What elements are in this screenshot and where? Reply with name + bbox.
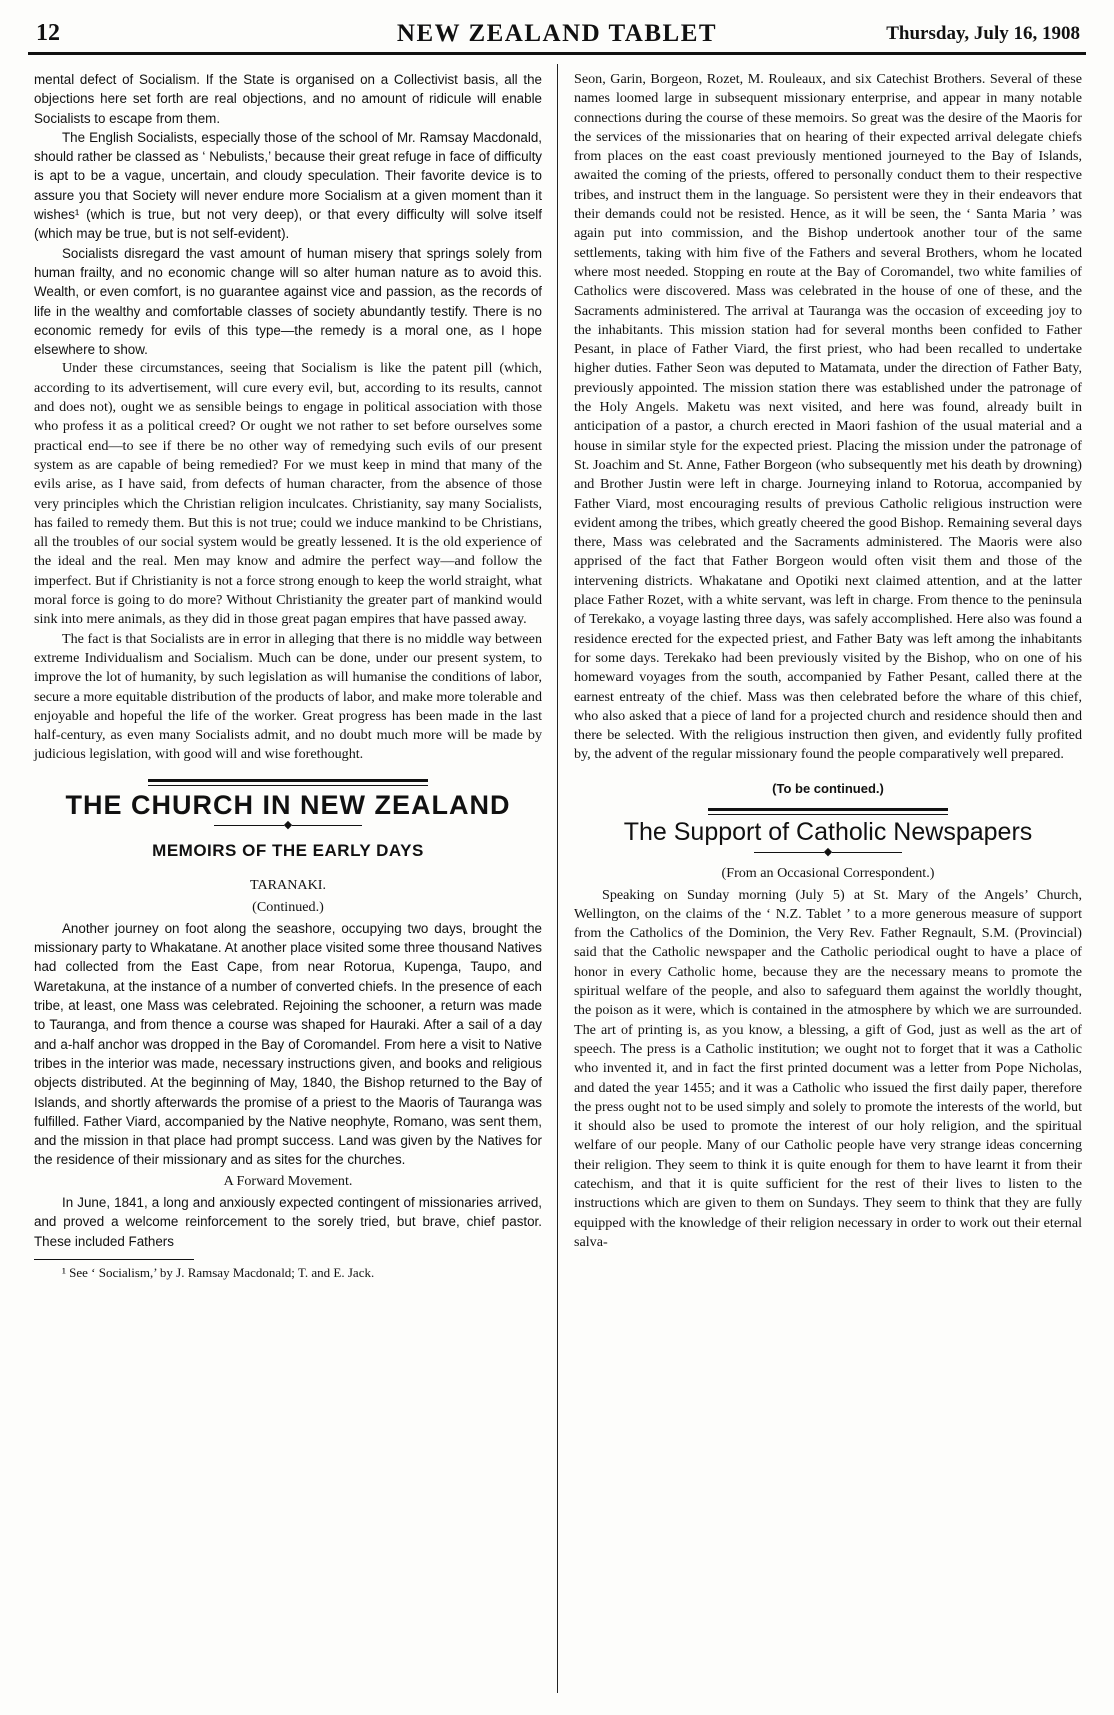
newspapers-headline: The Support of Catholic Newspapers <box>623 817 1033 846</box>
taranaki-title: TARANAKI. <box>250 877 326 894</box>
memoirs-subhead: MEMOIRS OF THE EARLY DAYS <box>152 840 424 860</box>
right-column <box>574 70 1082 1252</box>
socialism-paragraph-3: Socialists disregard the vast amount of human misery that springs solely from human frailty, and no economic change will so alter human nature as to avoid this. Wealth, or even comfort, is no guarantee against vice and passion, as the records of life in the wealthy and comfortable classes of society abundantly testify. There is no economic remedy for evils of this type—the remedy is a moral one, as I hope elsewhere to show. <box>34 245 542 358</box>
newspaper-title: NEW ZEALAND TABLET <box>396 20 718 47</box>
masthead <box>28 20 1086 47</box>
footnote-rule <box>34 1259 194 1260</box>
socialism-paragraph-4: Under these circumstances, seeing that Socialism is like the patent pill (which, according to its advertisement, will cure every evil, but, according to its results, cannot and does not), ought we as sensible beings to engage in political association with those who profess it as a political creed? Or ought we not rather to set before ourselves some practical end—to see if there be no other way of remedying such evils of our present system as are capable of being remedied? For we must keep in mind that many of the evils arise, as I have said, from defects of human character, from the absence of those very principles which the Christian religion inculcates. Christianity, say many Socialists, has failed to remedy them. But this is not true; could we induce mankind to be Christians, all the troubles of our social system would be greatly lessened. It is the old experience of the ideal and the real. Men may know and admire the perfect way—and follow the imperfect. But if Christianity is not a force strong enough to keep the world straight, what moral force is going to do more? Without Christianity the greater part of mankind would sink into mere animals, as they did in those great pagan empires that have passed away. <box>34 360 542 628</box>
socialism-paragraph-2: The English Socialists, especially those of the school of Mr. Ramsay Macdonald, should rather be classed as ‘ Nebulists,’ because their great refuge in face of difficulty is apt to be a vague, uncertain, and cloudy speculation. Their favorite device is to assure you that Society will never endure more Socialism at a given moment than it wishes¹ (which is true, but not very deep), or that every difficulty will solve itself (which may be true, but is not self-evident). <box>34 129 542 242</box>
forward-movement-heading: A Forward Movement. <box>223 1172 353 1189</box>
church-paragraph-2: In June, 1841, a long and anxiously expected contingent of missionaries arrived, and proved a welcome reinforcement to the sorely tried, but brave, chief pastor. These included Fathers <box>34 1195 542 1249</box>
section-divider <box>148 779 428 786</box>
left-column <box>34 70 542 1281</box>
continued-label: (Continued.) <box>252 898 324 915</box>
column-divider <box>557 64 558 1693</box>
to-be-continued: (To be continued.) <box>772 780 884 796</box>
socialism-paragraph-1: mental defect of Socialism. If the State is organised on a Collectivist basis, all the objections here set forth are real objections, and no amount of ridicule will enable Socialists to escape from them. <box>34 72 542 126</box>
masthead-rule <box>28 52 1086 55</box>
byline: (From an Occasional Correspondent.) <box>721 865 935 882</box>
church-paragraph-1: Another journey on foot along the seashore, occupying two days, brought the missionary party to Whakatane. At another place visited some three thousand Natives had collected from the East Cape, from near Rotorua, Kupenga, Taupo, and Waretakuna, at the instance of a number of converted chiefs. In the presence of each tribe, at least, one Mass was celebrated. Rejoining the schooner, a return was made to Tauranga, and from thence a course was shaped for Hauraki. After a sail of a day and a-half anchor was dropped in the Bay of Coromandel. From here a visit to Native tribes in the interior was made, necessary instructions given, and books and religious objects distributed. At the beginning of May, 1840, the Bishop returned to the Bay of Islands, and shortly afterwards the promise of a priest to the Maoris of Tauranga was fulfilled. Father Viard, accompanied by the Native neophyte, Romano, was sent them, and the mission in that place had prompt success. Land was given by the Natives for the residence of their missionary and as sites for the churches. <box>34 920 542 1168</box>
socialism-paragraph-5: The fact is that Socialists are in error in alleging that there is no middle way between extreme Individualism and Socialism. Much can be done, under our present system, to improve the lot of humanity, by such legislation as will humanise the conditions of labor, secure a more equitable distribution of the products of labor, and make more tolerable and enjoyable and hopeful the life of the worker. Great progress has been made in the last half-century, as even many Socialists admit, and no doubt much more will be made by judicious legislation, with good will and wise forethought. <box>34 630 542 763</box>
footnote: ¹ See ‘ Socialism,’ by J. Ramsay Macdonald; T. and E. Jack. <box>62 1264 375 1280</box>
diamond-divider-right: ◆ <box>574 846 1082 858</box>
page-number: 12 <box>36 20 60 46</box>
diamond-divider: ◆ <box>34 819 542 831</box>
church-headline: THE CHURCH IN NEW ZEALAND <box>65 789 511 820</box>
newspapers-paragraph: Speaking on Sunday morning (July 5) at St. Mary of the Angels’ Church, Wellington, on the claims of the ‘ N.Z. Tablet ’ to a more generous measure of support from the Catholics of the Dominion, the Very Rev. Father Regnault, S.M. (Provincial) said that the Catholic newspaper and the Catholic periodical ought to have a place of honor in every Catholic home, because they are the necessary means to promote the spiritual welfare of the people, and also to safeguard them against the worldly thought, the poison as it were, which is contained in the atmosphere by which we are surrounded. The art of printing is, as you know, a blessing, a gift of God, just as well as the art of speech. The press is a Catholic institution; we ought not to forget that it was a Catholic who invented it, and in fact the first printed document was a letter from Pope Nicholas, and dated the year 1455; and it was a Catholic who issued the first daily paper, therefore the press ought not to be used simply and solely to promote the interests of the world, but it should also be used to promote the interest of our holy religion, and the spiritual welfare of our people. Many of our Catholic people have very strange ideas concerning their religion. They seem to think it is quite enough for them to have learnt it from their catechism, and that it is quite sufficient for the rest of their lives to listen to the instructions which are given to them on Sundays. They seem to think that they are fully equipped with the knowledge of their religion necessary in order to work out their eternal salva- <box>574 886 1082 1250</box>
church-continuation-paragraph: Seon, Garin, Borgeon, Rozet, M. Rouleaux, and six Catechist Brothers. Several of these names loomed large in subsequent missionary enterprise, and appear in many notable connections during the course of these memoirs. So great was the desire of the Maoris for the services of the missionaries that on hearing of their expected arrival delegate chiefs from places on the east coast previously mentioned journeyed to the Bay of Islands, awaited the coming of the priests, offered to personally conduct them to their respective tribes, and instruct them in the language. So persistent were they in their endeavors that their demands could not be resisted. Hence, as it will be seen, the ‘ Santa Maria ’ was again put into commission, and the Bishop undertook another tour of the same settlements, taking with him five of the Fathers and several Brothers, whom he located where most needed. Stopping en route at the Bay of Coromandel, two white families of Catholics were discovered. Mass was celebrated in the house of one of these, and the Sacraments administered. The arrival at Tauranga was the occasion of exceeding joy to the inhabitants. This mission station had for several months been confided to Father Pesant, in place of Father Viard, the first priest, who had been recalled to undertake higher duties. Father Seon was deputed to Matamata, under the direction of Father Baty, previously appointed. The mission station there was established under the patronage of the Holy Angels. Maketu was next visited, and here was found, already built in anticipation of a pastor, a church erected in Maori fashion of the usual material and a house in similar style for the expected priest. Placing the mission under the patronage of St. Joachim and St. Anne, Father Borgeon (who subsequently met his death by drowning) and Brother Justin were left in charge. Journeying inland to Rotorua, accompanied by Father Viard, most encouraging results of previous Catholic religious instruction were evident among the tribes, which greatly cheered the good Bishop. Remaining several days there, Mass was celebrated and the Sacraments administered. The Maoris were also apprised of the fact that Father Borgeon would often visit them and those of the intervening districts. Whakatane and Opotiki next claimed attention, and at the latter place Father Rozet, with a white servant, was left in charge. From thence to the peninsula of Terekako, a voyage lasting three days, was safely accomplished. Here also was found a residence erected for the expected priest, and Father Baty was left among the inhabitants for some days. Terekako had been previously visited by the Bishop, who on one of his homeward voyages from the south, accompanied by Father Pesant, called there at the earnest entreaty of the chief. Mass was then celebrated before the whare of this chief, who also asked that a piece of land for a projected church and residence should then and there be selected. With the religious instruction then given, and evidently fully profited by, the advent of the regular missionary found the people comparatively well prepared. <box>574 71 1083 763</box>
issue-date: Thursday, July 16, 1908 <box>886 23 1080 44</box>
section-divider-right <box>708 808 948 815</box>
